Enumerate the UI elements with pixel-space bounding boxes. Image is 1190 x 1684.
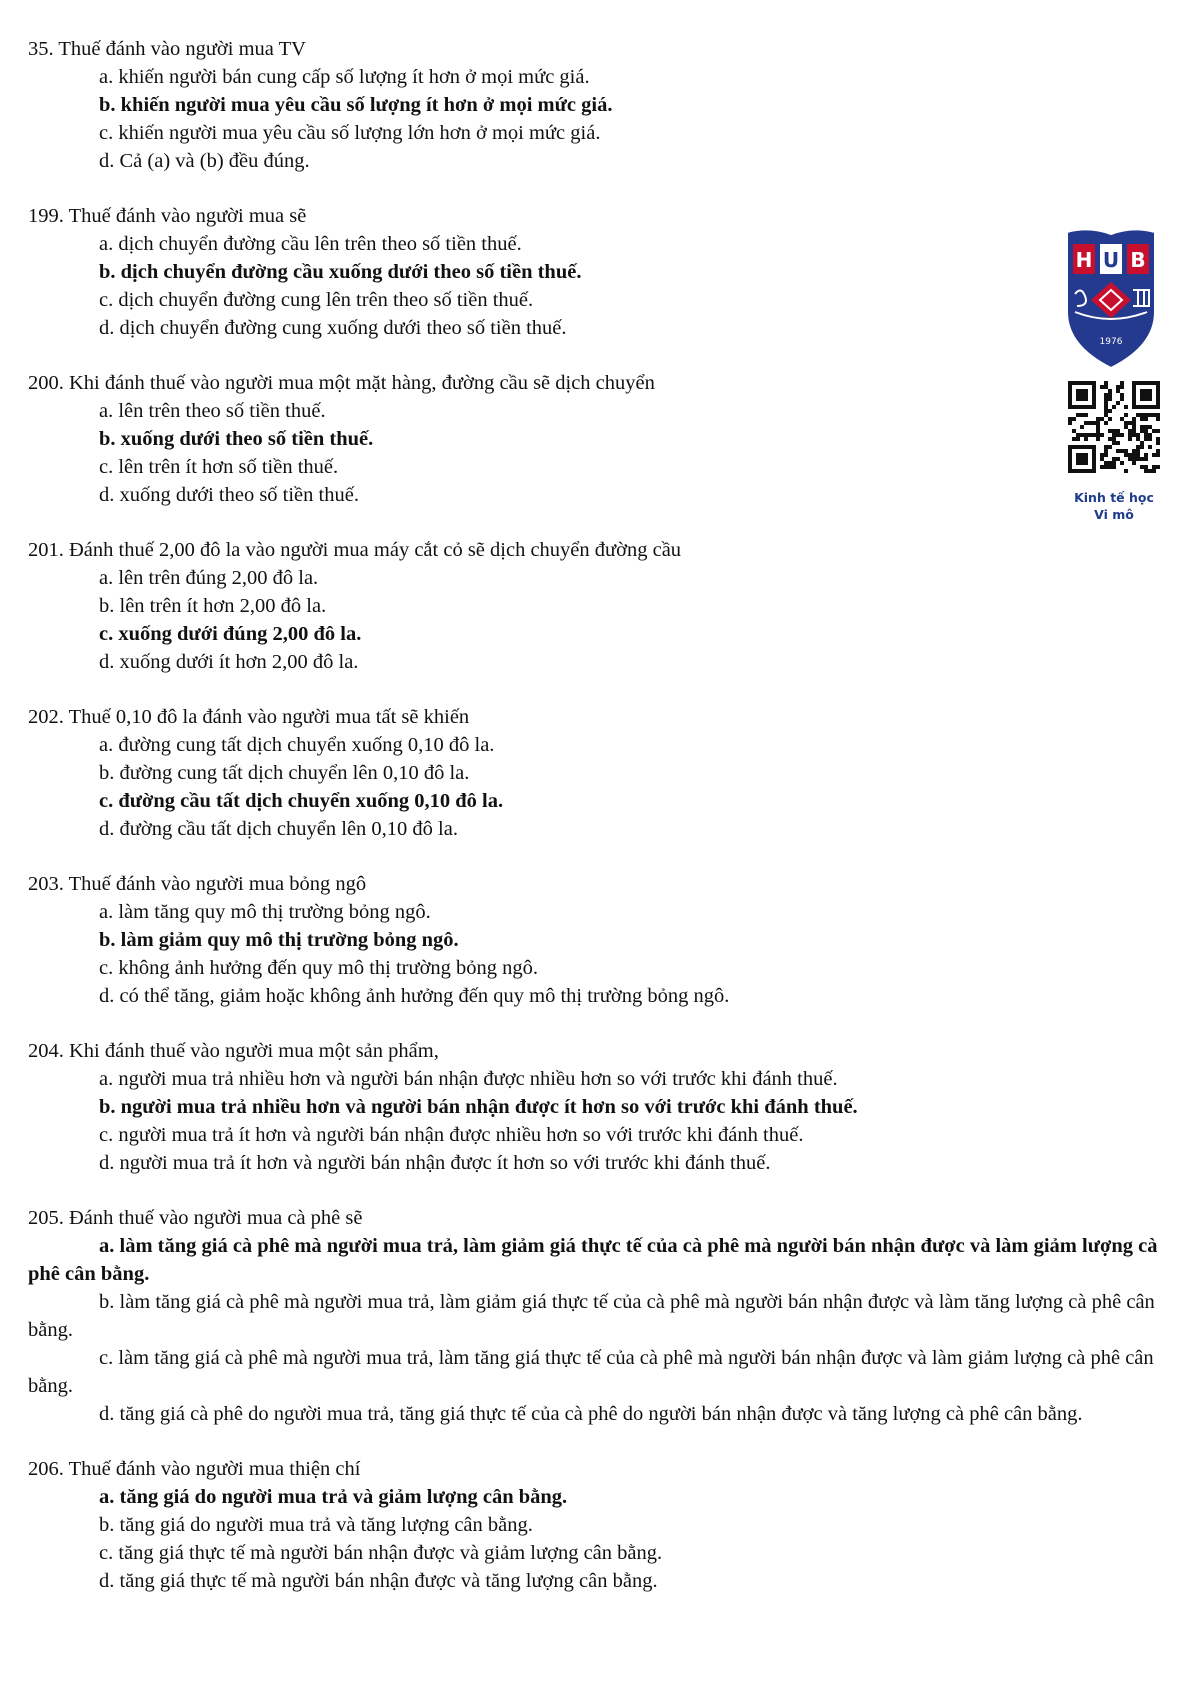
answer-option: d. đường cầu tất dịch chuyển lên 0,10 đô la.: [99, 818, 458, 840]
answer-option: c. không ảnh hưởng đến quy mô thị trường bỏng ngô.: [99, 957, 539, 979]
answer-option: a. lên trên theo số tiền thuế.: [99, 400, 326, 422]
question-block: [28, 536, 1178, 676]
question-prompt: 35. Thuế đánh vào người mua TV: [28, 38, 306, 60]
answer-option: d. xuống dưới theo số tiền thuế.: [99, 484, 359, 506]
question-block: [28, 1037, 1178, 1177]
answer-option: c. lên trên ít hơn số tiền thuế.: [99, 456, 339, 478]
answer-option-correct: b. người mua trả nhiều hơn và người bán nhận được ít hơn so với trước khi đánh thuế.: [99, 1096, 858, 1118]
logo-year: 1976: [1099, 337, 1123, 347]
side-branding: [1061, 226, 1171, 522]
question-list: [28, 35, 1178, 1622]
answer-option: d. tăng giá thực tế mà người bán nhận được và tăng lượng cân bằng.: [99, 1570, 658, 1592]
question-block: [28, 703, 1178, 843]
answer-option-correct: b. dịch chuyển đường cầu xuống dưới theo số tiền thuế.: [99, 261, 582, 283]
answer-option: a. lên trên đúng 2,00 đô la.: [99, 567, 319, 589]
answer-option-correct: a. tăng giá do người mua trả và giảm lượng cân bằng.: [99, 1486, 568, 1508]
question-prompt: 205. Đánh thuế vào người mua cà phê sẽ: [28, 1207, 363, 1229]
caption-line-2: Vi mô: [1094, 507, 1134, 522]
answer-option: d. dịch chuyển đường cung xuống dưới theo số tiền thuế.: [99, 317, 567, 339]
answer-option-correct: c. xuống dưới đúng 2,00 đô la.: [99, 623, 362, 645]
question-prompt: 199. Thuế đánh vào người mua sẽ: [28, 205, 307, 227]
question-prompt: 203. Thuế đánh vào người mua bỏng ngô: [28, 873, 367, 895]
answer-option-correct: b. khiến người mua yêu cầu số lượng ít hơn ở mọi mức giá.: [99, 94, 613, 116]
answer-option: a. đường cung tất dịch chuyển xuống 0,10 đô la.: [99, 734, 495, 756]
question-block: [28, 1455, 1178, 1595]
question-prompt: 200. Khi đánh thuế vào người mua một mặt hàng, đường cầu sẽ dịch chuyển: [28, 372, 655, 394]
answer-option: d. người mua trả ít hơn và người bán nhận được ít hơn so với trước khi đánh thuế.: [99, 1152, 771, 1174]
answer-option-correct: a. làm tăng giá cà phê mà người mua trả, làm giảm giá thực tế của cà phê mà người bán nhận được và làm giảm lượng cà phê cân bằng.: [28, 1235, 1158, 1285]
answer-option-correct: c. đường cầu tất dịch chuyển xuống 0,10 đô la.: [99, 790, 504, 812]
question-prompt: 202. Thuế 0,10 đô la đánh vào người mua tất sẽ khiến: [28, 706, 470, 728]
question-block: [28, 369, 1178, 509]
question-prompt: 206. Thuế đánh vào người mua thiện chí: [28, 1458, 361, 1480]
answer-option: c. khiến người mua yêu cầu số lượng lớn hơn ở mọi mức giá.: [99, 122, 601, 144]
answer-option: c. dịch chuyển đường cung lên trên theo số tiền thuế.: [99, 289, 534, 311]
hub-shield-logo: [1063, 226, 1159, 372]
answer-option: d. xuống dưới ít hơn 2,00 đô la.: [99, 651, 359, 673]
question-block: [28, 870, 1178, 1010]
answer-option: c. làm tăng giá cà phê mà người mua trả, làm tăng giá thực tế của cà phê mà người bán nhận được và làm giảm lượng cà phê cân bằng.: [28, 1347, 1154, 1397]
answer-option: a. khiến người bán cung cấp số lượng ít hơn ở mọi mức giá.: [99, 66, 590, 88]
question-block: [28, 1204, 1178, 1428]
answer-option: c. tăng giá thực tế mà người bán nhận được và giảm lượng cân bằng.: [99, 1542, 663, 1564]
answer-option: b. đường cung tất dịch chuyển lên 0,10 đô la.: [99, 762, 470, 784]
qr-code: [1068, 381, 1160, 473]
brand-caption: [1061, 489, 1167, 523]
question-block: [28, 202, 1178, 342]
answer-option: b. làm tăng giá cà phê mà người mua trả, làm giảm giá thực tế của cà phê mà người bán nhận được và làm tăng lượng cà phê cân bằng.: [28, 1291, 1155, 1341]
answer-option-correct: b. xuống dưới theo số tiền thuế.: [99, 428, 374, 450]
logo-letter-b: B: [1130, 248, 1146, 272]
hub-logo-graphic: [1063, 226, 1159, 372]
logo-letter-h: H: [1075, 248, 1093, 272]
answer-option: a. làm tăng quy mô thị trường bỏng ngô.: [99, 901, 431, 923]
qr-code-graphic: [1068, 381, 1160, 473]
answer-option: c. người mua trả ít hơn và người bán nhận được nhiều hơn so với trước khi đánh thuế.: [99, 1124, 804, 1146]
question-prompt: 204. Khi đánh thuế vào người mua một sản phẩm,: [28, 1040, 439, 1062]
logo-letter-u: U: [1102, 248, 1120, 272]
answer-option: a. người mua trả nhiều hơn và người bán nhận được nhiều hơn so với trước khi đánh thuế.: [99, 1068, 838, 1090]
answer-option-correct: b. làm giảm quy mô thị trường bỏng ngô.: [99, 929, 459, 951]
caption-line-1: Kinh tế học: [1074, 490, 1154, 505]
answer-option: d. tăng giá cà phê do người mua trả, tăng giá thực tế của cà phê do người bán nhận được và tăng lượng cà phê cân bằng.: [99, 1403, 1083, 1425]
answer-option: d. Cả (a) và (b) đều đúng.: [99, 150, 310, 172]
question-prompt: 201. Đánh thuế 2,00 đô la vào người mua máy cắt cỏ sẽ dịch chuyển đường cầu: [28, 539, 682, 561]
answer-option: a. dịch chuyển đường cầu lên trên theo số tiền thuế.: [99, 233, 522, 255]
answer-option: b. tăng giá do người mua trả và tăng lượng cân bằng.: [99, 1514, 533, 1536]
answer-option: b. lên trên ít hơn 2,00 đô la.: [99, 595, 327, 617]
question-block: [28, 35, 1178, 175]
answer-option: d. có thể tăng, giảm hoặc không ảnh hưởng đến quy mô thị trường bỏng ngô.: [99, 985, 730, 1007]
